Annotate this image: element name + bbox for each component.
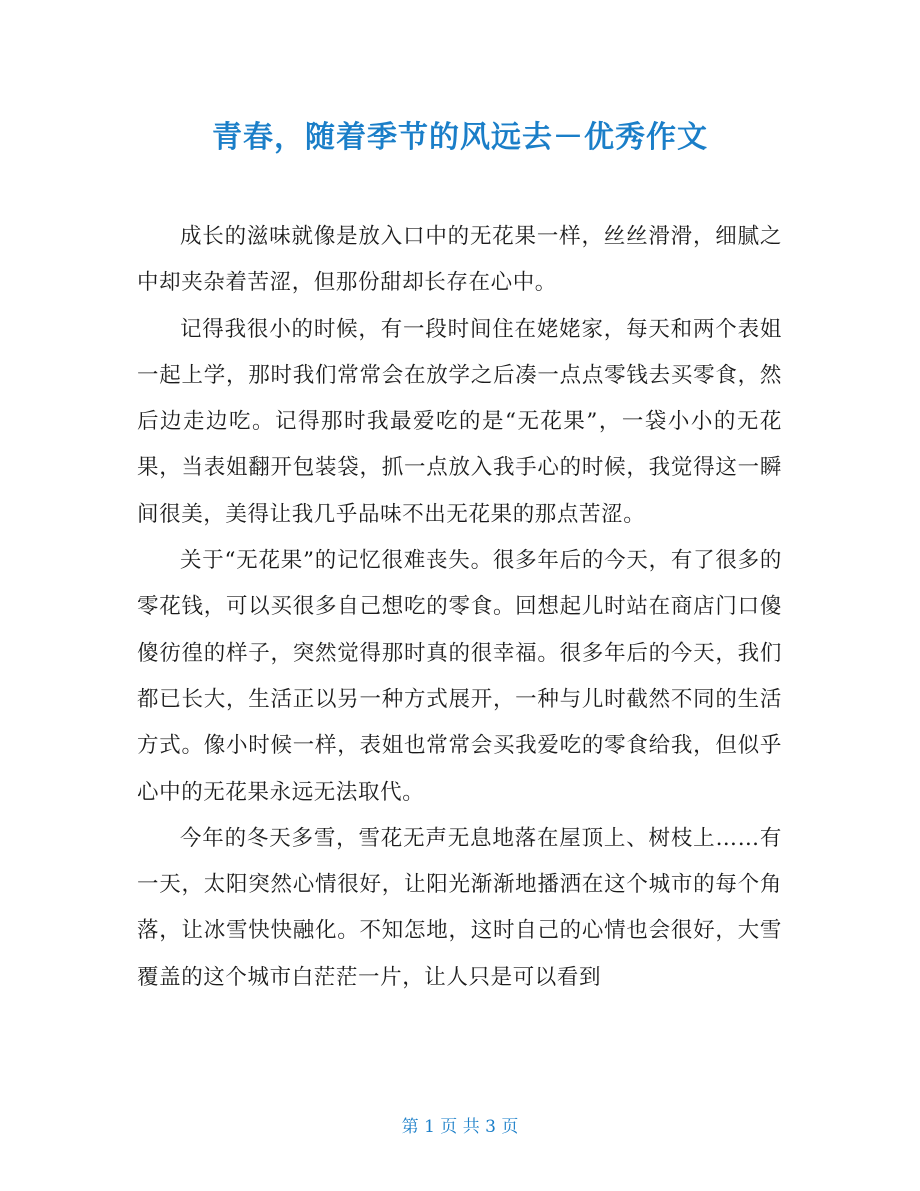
paragraph: 记得我很小的时候，有一段时间住在姥姥家，每天和两个表姐一起上学，那时我们常常会在放学之后凑一点点零钱去买零食，然后边走边吃。记得那时我最爱吃的是“无花果”，一袋小小的无花果，当表姐翻开包装袋，抓一点放入我手心的时候，我觉得这一瞬间很美，美得让我几乎品味不出无花果的那点苦涩。 — [137, 316, 782, 527]
paragraph: 关于“无花果”的记忆很难丧失。很多年后的今天，有了很多的零花钱，可以买很多自己想吃的零食。回想起儿时站在商店门口傻傻彷徨的样子，突然觉得那时真的很幸福。很多年后的今天，我们都已长大，生活正以另一种方式展开，一种与儿时截然不同的生活方式。像小时候一样，表姐也常常会买我爱吃的零食给我，但似乎心中的无花果永远无法取代。 — [137, 548, 782, 805]
document-body — [137, 214, 782, 1001]
document-title: 青春，随着季节的风远去－优秀作文 — [212, 120, 708, 155]
page-number-footer: 第 1 页 共 3 页 — [401, 1117, 519, 1137]
paragraph: 成长的滋味就像是放入口中的无花果一样，丝丝滑滑，细腻之中却夹杂着苦涩，但那份甜却长存在心中。 — [137, 224, 782, 296]
paragraph: 今年的冬天多雪，雪花无声无息地落在屋顶上、树枝上……有一天，太阳突然心情很好，让阳光渐渐地播洒在这个城市的每个角落，让冰雪快快融化。不知怎地，这时自己的心情也会很好，大雪覆盖的这个城市白茫茫一片，让人只是可以看到 — [137, 825, 782, 990]
